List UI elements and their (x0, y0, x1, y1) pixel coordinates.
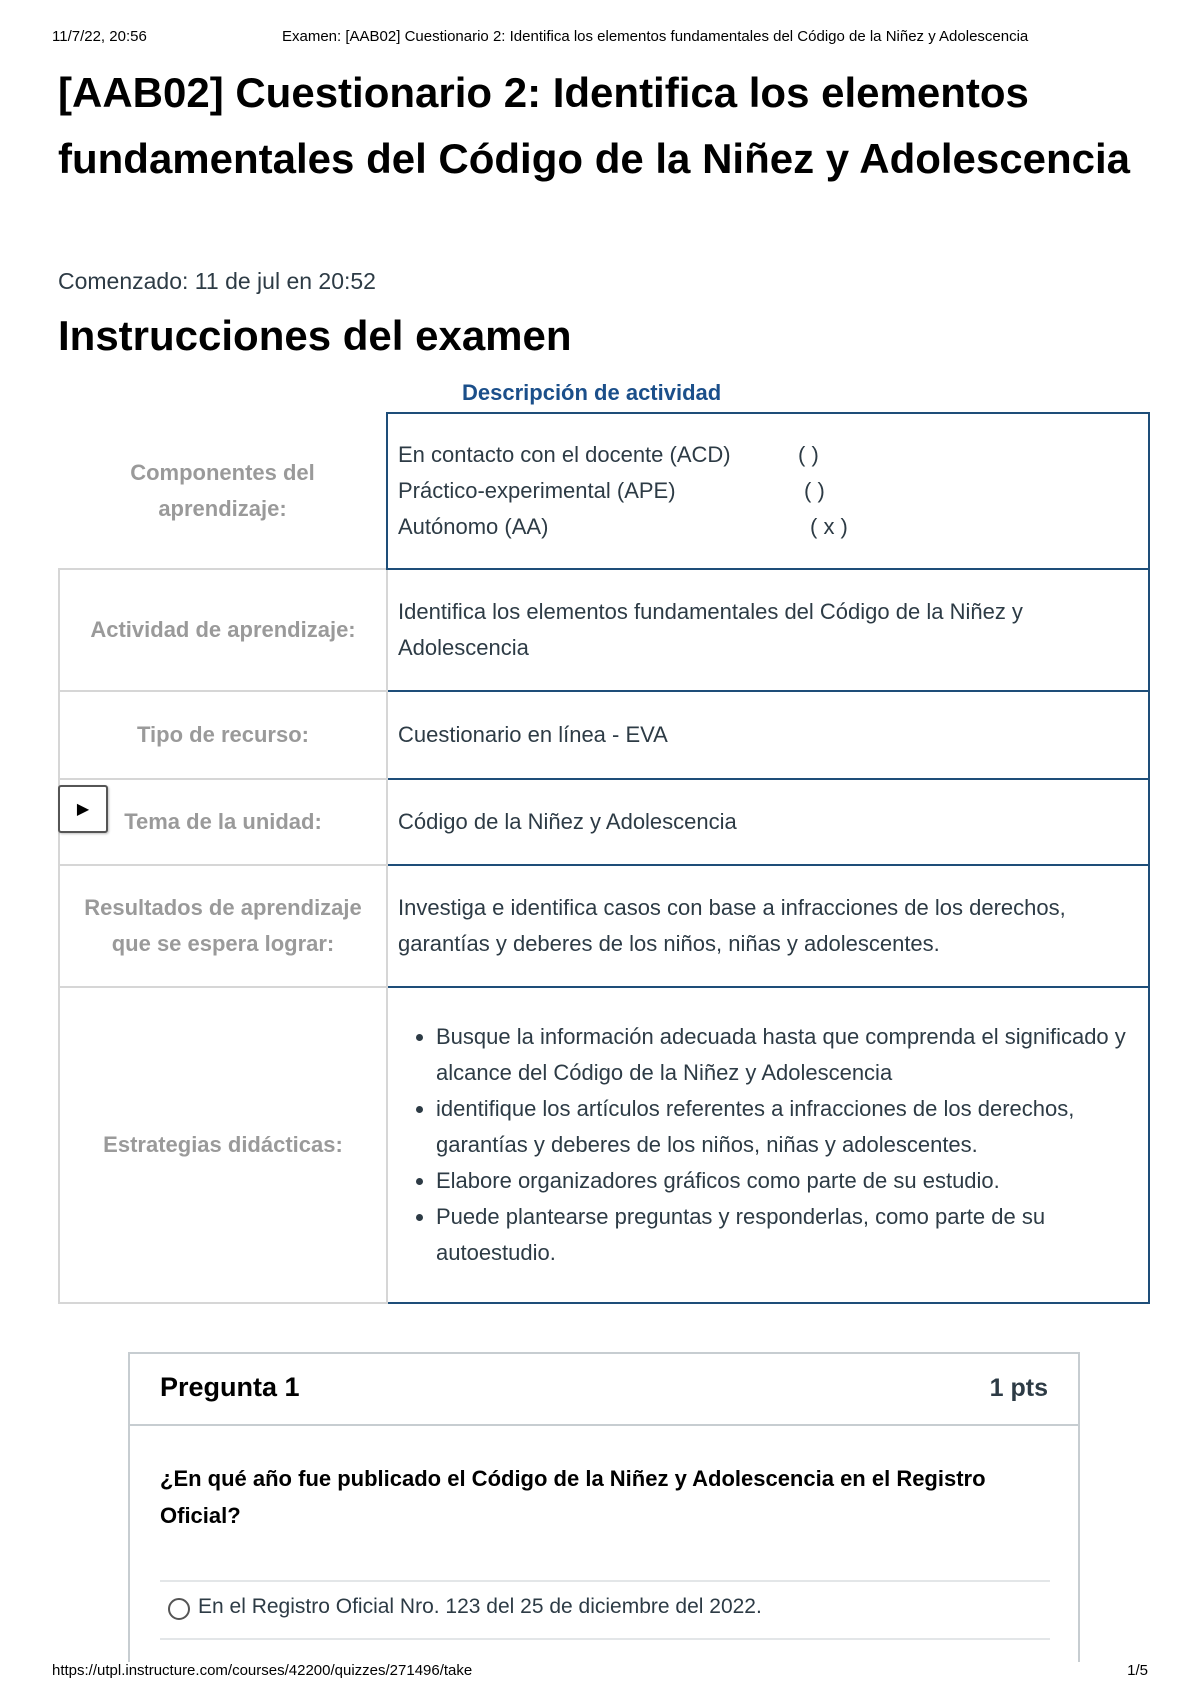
activity-value: Identifica los elementos fundamentales del Código de la Niñez y Adolescencia (387, 569, 1149, 691)
component-line (398, 473, 1138, 509)
print-header (52, 28, 1148, 48)
table-row (59, 779, 1149, 865)
instructions-title: Instrucciones del examen (58, 312, 572, 359)
question-text: ¿En qué año fue publicado el Código de la Niñez y Adolescencia en el Registro Oficial? (160, 1466, 986, 1528)
resource-value: Cuestionario en línea - EVA (387, 691, 1149, 779)
results-label: Resultados de aprendizaje que se espera lograr: (59, 865, 387, 987)
list-item: • Puede plantearse preguntas y responderlas, como parte de su autoestudio. (436, 1199, 1138, 1271)
strategies-label: Estrategias didácticas: (59, 987, 387, 1303)
media-play-button[interactable] (58, 785, 108, 833)
component-label: Práctico-experimental (APE) (398, 478, 676, 503)
activity-description-table (58, 412, 1150, 1304)
question-name: Pregunta 1 (160, 1372, 300, 1402)
strategies-list (398, 1019, 1138, 1271)
component-label: Autónomo (AA) (398, 514, 549, 539)
table-row (59, 987, 1149, 1303)
table-row (59, 865, 1149, 987)
answer-radio[interactable] (168, 1598, 190, 1620)
topic-value: Código de la Niñez y Adolescencia (387, 779, 1149, 865)
resource-label: Tipo de recurso: (59, 691, 387, 779)
activity-description-heading: Descripción de actividad (462, 380, 722, 405)
question-card (128, 1352, 1080, 1662)
print-date: 11/7/22, 20:56 (52, 28, 147, 45)
print-document-title: Examen: [AAB02] Cuestionario 2: Identifica los elementos fundamentales del Código de la Niñez y Adolescencia (282, 28, 1029, 45)
components-label: Componentes del aprendizaje: (130, 459, 315, 521)
question-header (130, 1354, 1078, 1426)
print-url: https://utpl.instructure.com/courses/42200/quizzes/271496/take (52, 1662, 473, 1679)
strategies-value (387, 987, 1149, 1303)
component-line (398, 509, 1138, 545)
table-row (59, 569, 1149, 691)
answer-label: En el Registro Oficial Nro. 123 del 25 de diciembre del 2022. (198, 1595, 762, 1618)
question-points: 1 pts (989, 1374, 1048, 1402)
component-mark: ( x ) (810, 514, 848, 539)
component-mark: ( ) (798, 442, 819, 467)
topic-label: Tema de la unidad: (59, 779, 387, 865)
print-footer (52, 1662, 1148, 1682)
component-mark: ( ) (804, 478, 825, 503)
component-label: En contacto con el docente (ACD) (398, 442, 731, 467)
quiz-started-time: Comenzado: 11 de jul en 20:52 (58, 268, 376, 294)
table-row (59, 691, 1149, 779)
answer-option[interactable] (160, 1580, 1050, 1640)
play-icon: ▶ (76, 801, 90, 818)
results-value: Investiga e identifica casos con base a infracciones de los derechos, garantías y deberes de los niños, niñas y adolescentes. (387, 865, 1149, 987)
print-page-number: 1/5 (1127, 1662, 1148, 1679)
list-item: • Elabore organizadores gráficos como parte de su estudio. (436, 1163, 1138, 1199)
answer-list (160, 1580, 1050, 1640)
quiz-title: [AAB02] Cuestionario 2: Identifica los elementos fundamentales del Código de la Niñez y Adolescencia (58, 69, 1131, 182)
table-row (59, 413, 1149, 569)
list-item: • Busque la información adecuada hasta que comprenda el significado y alcance del Código de la Niñez y Adolescencia (436, 1019, 1138, 1091)
component-line (398, 437, 1138, 473)
components-value (387, 413, 1149, 569)
activity-label: Actividad de aprendizaje: (59, 569, 387, 691)
list-item: • identifique los artículos referentes a infracciones de los derechos, garantías y deberes de los niños, niñas y adolescentes. (436, 1091, 1138, 1163)
